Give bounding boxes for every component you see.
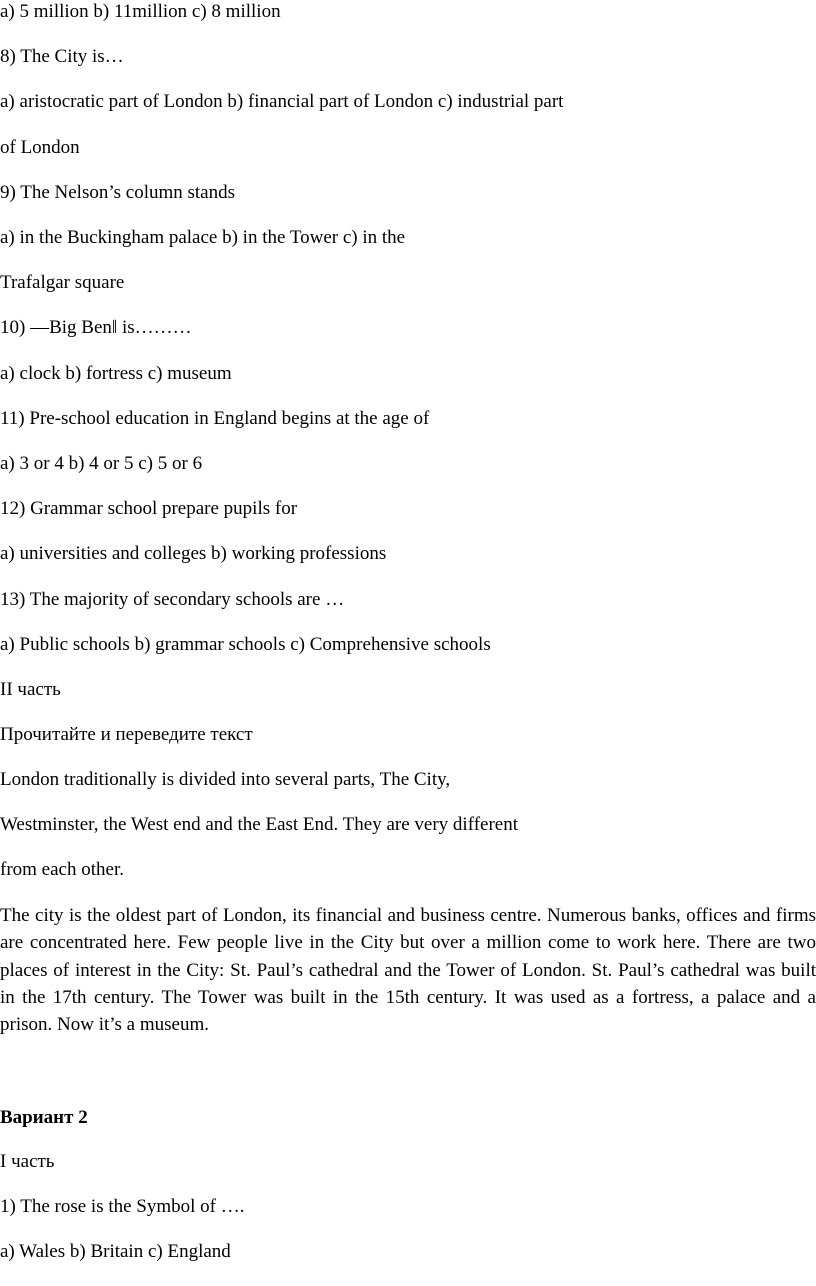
section-heading-part-2: II часть <box>0 679 61 700</box>
question-1: 1) The rose is the Symbol of …. <box>0 1196 245 1217</box>
city-paragraph: The city is the oldest part of London, its financial and business centre. Numerous banks, offices and firms are concentrated here. Few people live in the City but over a million come to work here. There are two places of interest in the City: St. Paul’s cathedral and the Tower of London. St. Paul’s cathedral was built in the 17th century. The Tower was built in the 15th century. It was used as a fortress, a palace and a prison. Now it’s a museum. <box>0 905 816 1036</box>
text-line-3: from each other. <box>0 859 124 880</box>
question-12: 12) Grammar school prepare pupils for <box>0 498 298 519</box>
answer-options-q8-cont: of London <box>0 137 80 158</box>
text-line-2: Westminster, the West end and the East End. They are very different <box>0 814 518 835</box>
section-heading-part-1: I часть <box>0 1151 55 1172</box>
question-13: 13) The majority of secondary schools are … <box>0 589 345 610</box>
answer-options-q13: a) Public schools b) grammar schools c) Comprehensive schools <box>0 634 491 655</box>
answer-options-q8: a) aristocratic part of London b) financial part of London c) industrial part <box>0 91 564 112</box>
answer-options-q9-cont: Trafalgar square <box>0 272 125 293</box>
answer-options-q7: a) 5 million b) 11million c) 8 million <box>0 1 281 22</box>
answer-options-q10: a) clock b) fortress c) museum <box>0 363 232 384</box>
answer-options-q9: a) in the Buckingham palace b) in the Tower c) in the <box>0 227 406 248</box>
answer-options-q12: a) universities and colleges b) working professions <box>0 543 387 564</box>
text-line-1: London traditionally is divided into several parts, The City, <box>0 769 451 790</box>
answer-options-q11: a) 3 or 4 b) 4 or 5 c) 5 or 6 <box>0 453 203 474</box>
question-9: 9) The Nelson’s column stands <box>0 182 236 203</box>
question-8: 8) The City is… <box>0 46 124 67</box>
variant-heading: Вариант 2 <box>0 1107 88 1128</box>
answer-options-q1: a) Wales b) Britain c) England <box>0 1241 231 1262</box>
question-11: 11) Pre-school education in England begins at the age of <box>0 408 430 429</box>
instruction-text: Прочитайте и переведите текст <box>0 724 253 745</box>
question-10: 10) ―Big Ben‖ is……… <box>0 317 192 338</box>
